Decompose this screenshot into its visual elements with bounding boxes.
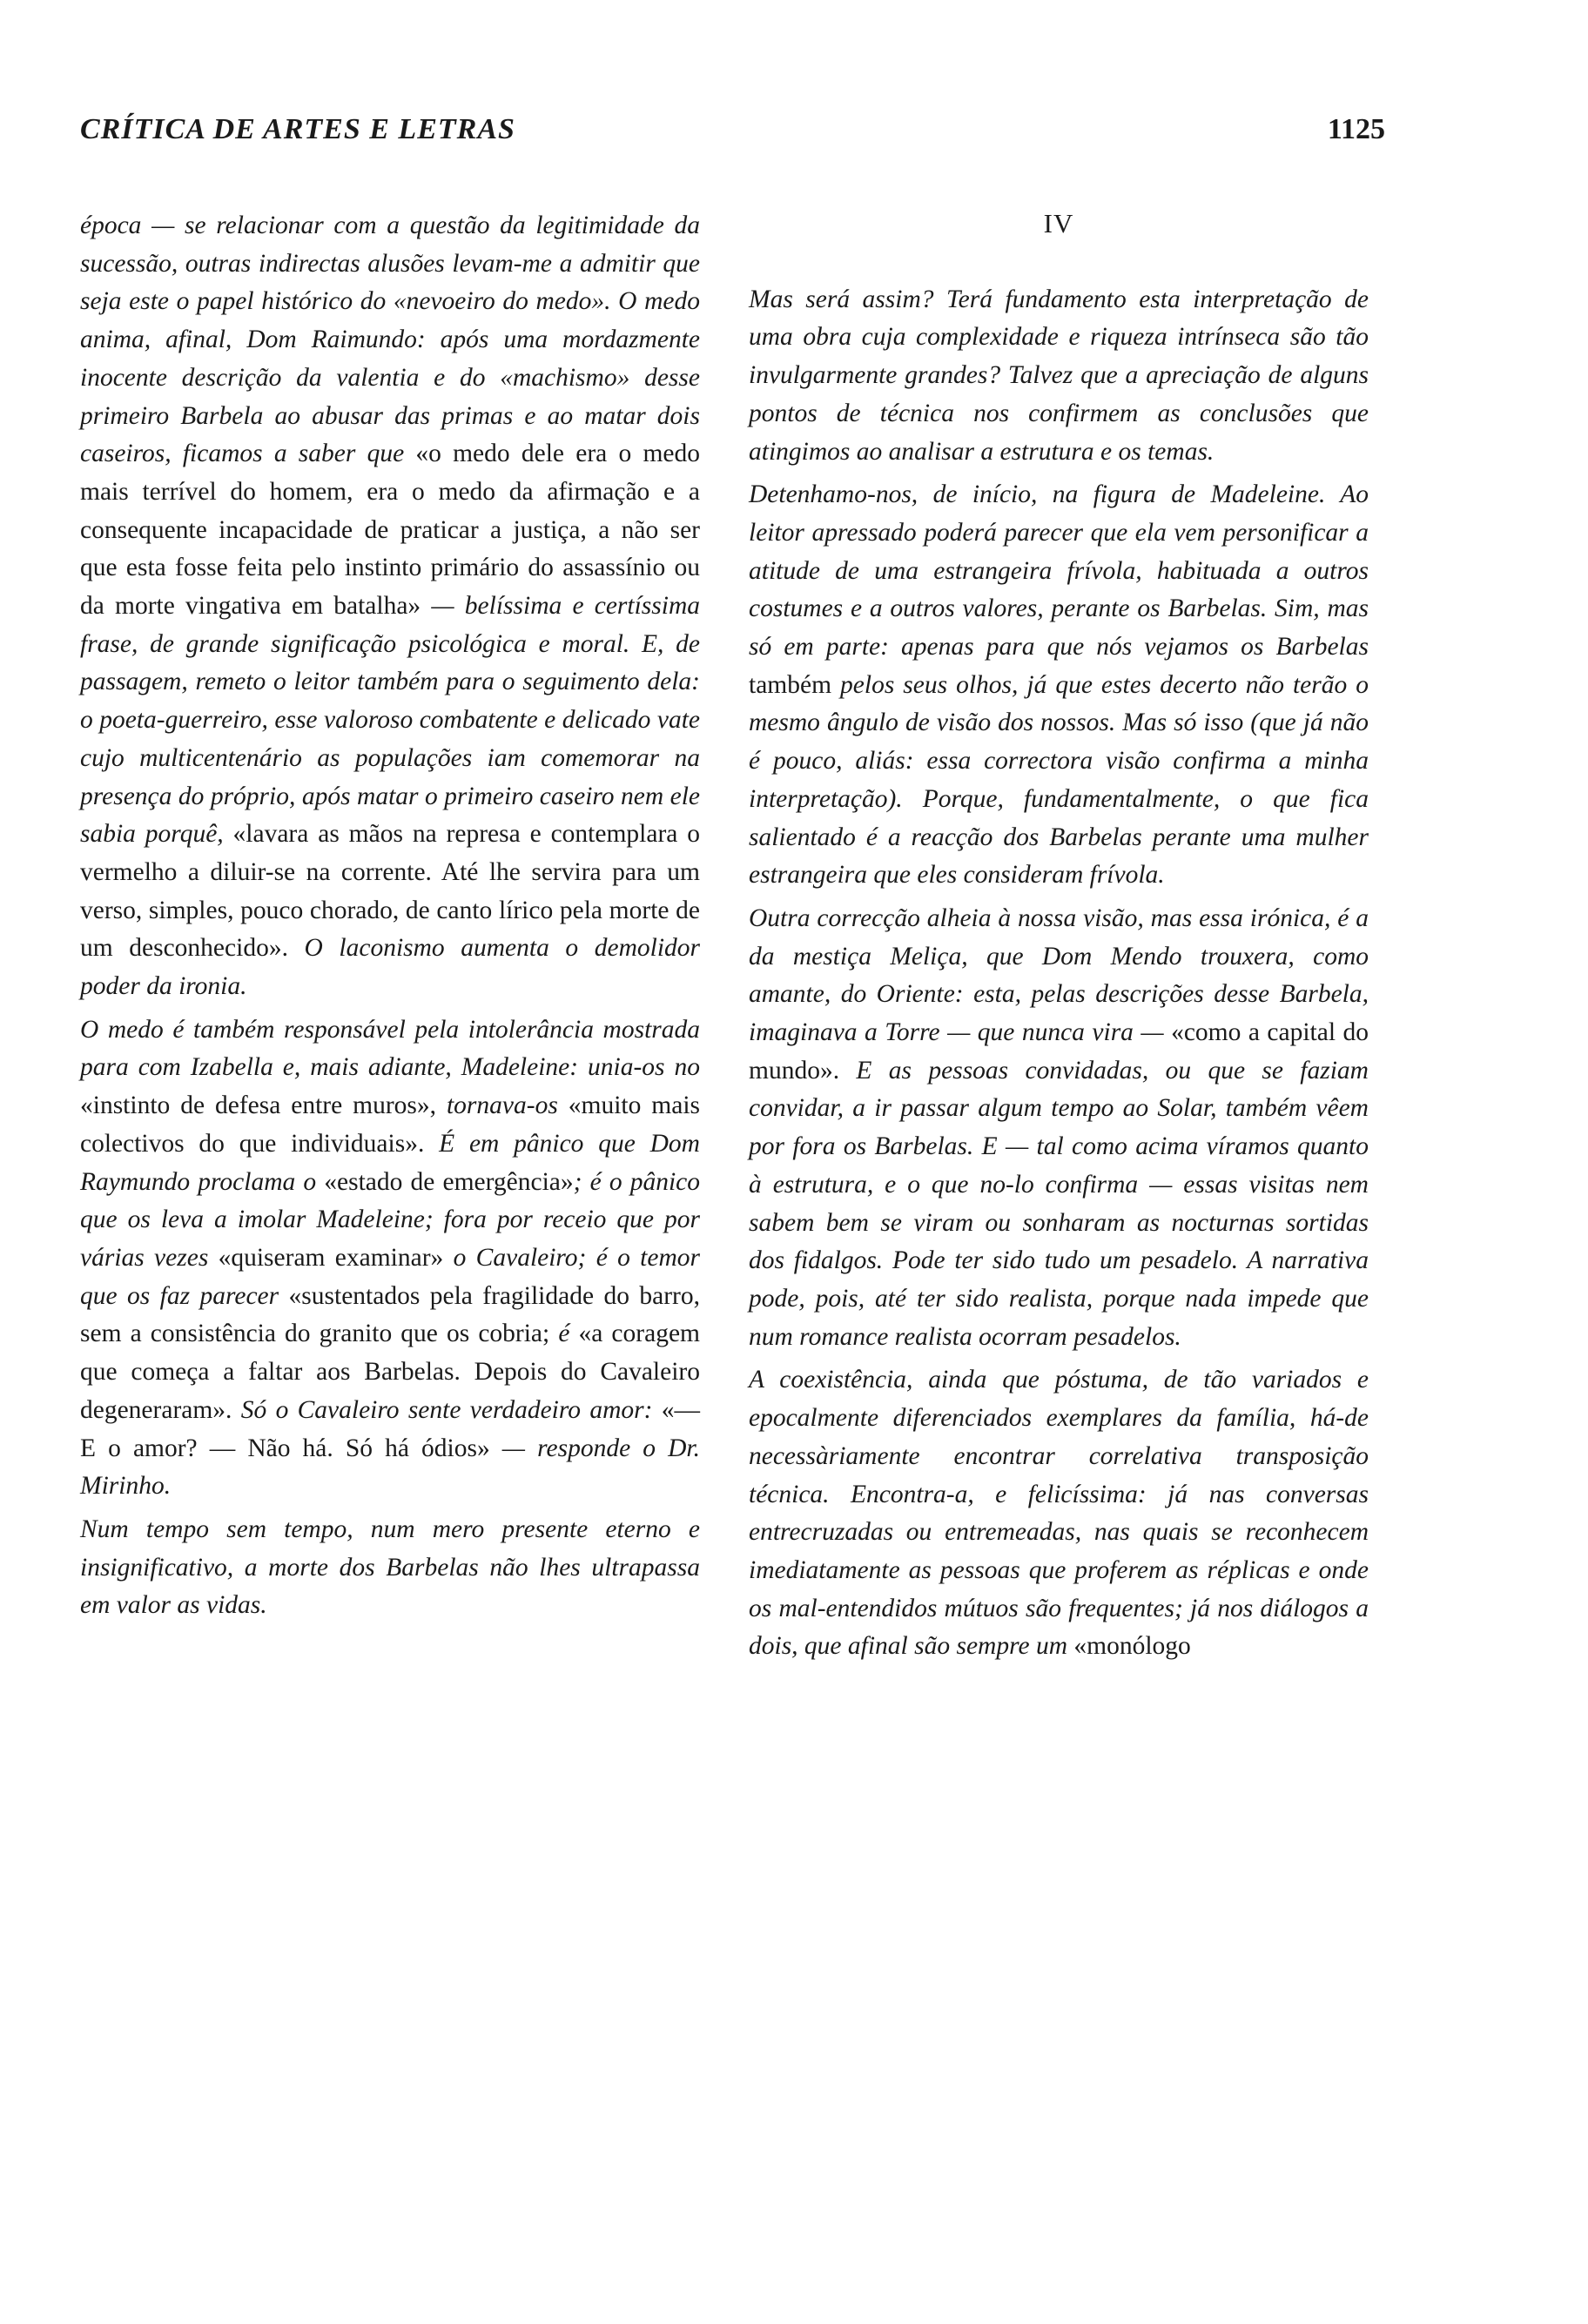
paragraph <box>80 1511 700 1625</box>
italic-text-run: Só o Cavaleiro sente verdadeiro amor: <box>240 1395 662 1424</box>
paragraph <box>749 900 1369 1356</box>
italic-text-run: época — se relacionar com a questão da legitimidade da sucessão, outras indirectas alusões levam-me a admitir que seja este o papel histórico do «nevoeiro do medo». O medo anima, afinal, Dom Raimundo: após uma mordazmente inocente descrição da valentia e do «machismo» desse primeiro Barbela ao abusar das primas e ao matar dois caseiros, ficamos a saber que <box>80 212 700 468</box>
roman-text-run: «instinto de defesa entre muros», <box>80 1091 447 1120</box>
italic-text-run: ; é o pânico que os leva a imolar Madeleine; fora por receio que por várias vezes <box>80 1167 700 1272</box>
roman-text-run: «o medo dele era o medo mais terrível do homem, era o medo da afirmação e a consequente incapacidade de praticar a justiça, a não ser que esta fosse feita pelo instinto primário do assassínio ou da morte vingativa em batalha» <box>80 440 700 621</box>
italic-text-run: o Cavaleiro; é o temor que os faz parecer <box>80 1243 700 1310</box>
right-column <box>749 205 1369 1666</box>
running-head: CRÍTICA DE ARTES E LETRAS <box>80 113 515 145</box>
italic-text-run: Num tempo sem tempo, num mero presente eterno e insignificativo, a morte dos Barbelas não lhes ultrapassa em valor as vidas. <box>80 1515 700 1620</box>
roman-text-run: «muito mais colectivos do que individuais». <box>80 1091 700 1158</box>
left-column <box>80 207 700 1625</box>
italic-text-run: é <box>558 1320 579 1348</box>
roman-text-run: «lavara as mãos na represa e contemplara o vermelho a diluir-se na corrente. Até lhe servira para um verso, simples, pouco chorado, de canto lírico pela morte de um desconhecido». <box>80 820 700 963</box>
roman-text-run: também <box>749 670 841 699</box>
section-number: IV <box>1043 208 1074 238</box>
page-number: 1125 <box>1327 113 1385 145</box>
paragraph <box>749 281 1369 472</box>
italic-text-run: O laconismo aumenta o demolidor poder da ironia. <box>80 934 701 1001</box>
italic-text-run: Detenhamo-nos, de início, na figura de Madeleine. Ao leitor apressado poderá parecer que ela vem personificar a atitude de uma estrangeira frívola, habituada a outros costumes e a outros valores, perante os Barbelas. Sim, mas só em parte: apenas para que nós vejamos os Barbelas <box>749 480 1369 662</box>
italic-text-run: O medo é também responsável pela intolerância mostrada para com Izabella e, mais adiante, Madeleine: unia-os no <box>80 1015 700 1082</box>
paragraph <box>749 1361 1369 1666</box>
paragraph <box>80 1011 700 1506</box>
roman-text-run: «a coragem que começa a faltar aos Barbelas. Depois do Cavaleiro degeneraram». <box>80 1320 700 1424</box>
italic-text-run: E as pessoas convidadas, ou que se faziam convidar, a ir passar algum tempo ao Solar, também vêem por fora os Barbelas. E — tal como acima víramos quanto à estrutura, e o que no-lo confirma — essas visitas nem sabem bem se viram ou sonharam as nocturnas sortidas dos fidalgos. Pode ter sido tudo um pesadelo. A narrativa pode, pois, até ter sido realista, porque nada impede que num romance realista ocorram pesadelos. <box>749 1056 1369 1351</box>
roman-text-run: «quiseram examinar» <box>218 1243 454 1272</box>
italic-text-run: Mas será assim? Terá fundamento esta interpretação de uma obra cuja complexidade e riqueza intrínseca são tão invulgarmente grandes? Talvez que a apreciação de alguns pontos de técnica nos confirmem as conclusões que atingimos ao analisar a estrutura e os temas. <box>749 285 1369 466</box>
italic-text-run: pelos seus olhos, já que estes decerto não terão o mesmo ângulo de visão dos nossos. Mas só isso (que já não é pouco, aliás: essa correctora visão confirma a minha interpretação). Porque, fundamentalmente, o que fica salientado é a reacção dos Barbelas perante uma mulher estrangeira que eles consideram frívola. <box>749 670 1369 890</box>
roman-text-run: «como a capital do mundo». <box>749 1018 1369 1085</box>
roman-text-run: «monólogo <box>1073 1632 1191 1661</box>
italic-text-run: — responde o Dr. Mirinho. <box>80 1434 700 1501</box>
roman-text-run: «estado de emergência» <box>324 1167 574 1196</box>
paragraph <box>749 476 1369 895</box>
italic-text-run: É em pânico que Dom Raymundo proclama o <box>80 1129 700 1196</box>
paragraph <box>80 207 700 1006</box>
italic-text-run: — belíssima e certíssima frase, de grande significação psicológica e moral. E, de passagem, remeto o leitor também para o seguimento dela: o poeta-guerreiro, esse valoroso combatente e delicado vate cujo multicentenário as populações iam comemorar na presença do próprio, após matar o primeiro caseiro nem ele sabia porquê, <box>80 592 701 849</box>
roman-text-run: «sustentados pela fragilidade do barro, sem a consistência do granito que os cobria; <box>80 1281 700 1348</box>
roman-text-run: «— E o amor? — Não há. Só há ódios» <box>80 1395 700 1462</box>
italic-text-run: A coexistência, ainda que póstuma, de tão variados e epocalmente diferenciados exemplares da família, há-de necessàriamente encontrar correlativa transposição técnica. Encontra-a, e felicíssima: já nas conversas entrecruzadas ou entremeadas, nas quais se reconhecem imediatamente as pessoas que proferem as réplicas e onde os mal-entendidos mútuos são frequentes; já nos diálogos a dois, que afinal são sempre um <box>749 1366 1369 1661</box>
italic-text-run: tornava-os <box>446 1091 569 1120</box>
italic-text-run: Outra correcção alheia à nossa visão, mas essa irónica, é a da mestiça Meliça, que Dom Mendo trouxera, como amante, do Oriente: esta, pelas descrições desse Barbela, imaginava a Torre — que nunca vira — <box>749 903 1369 1047</box>
